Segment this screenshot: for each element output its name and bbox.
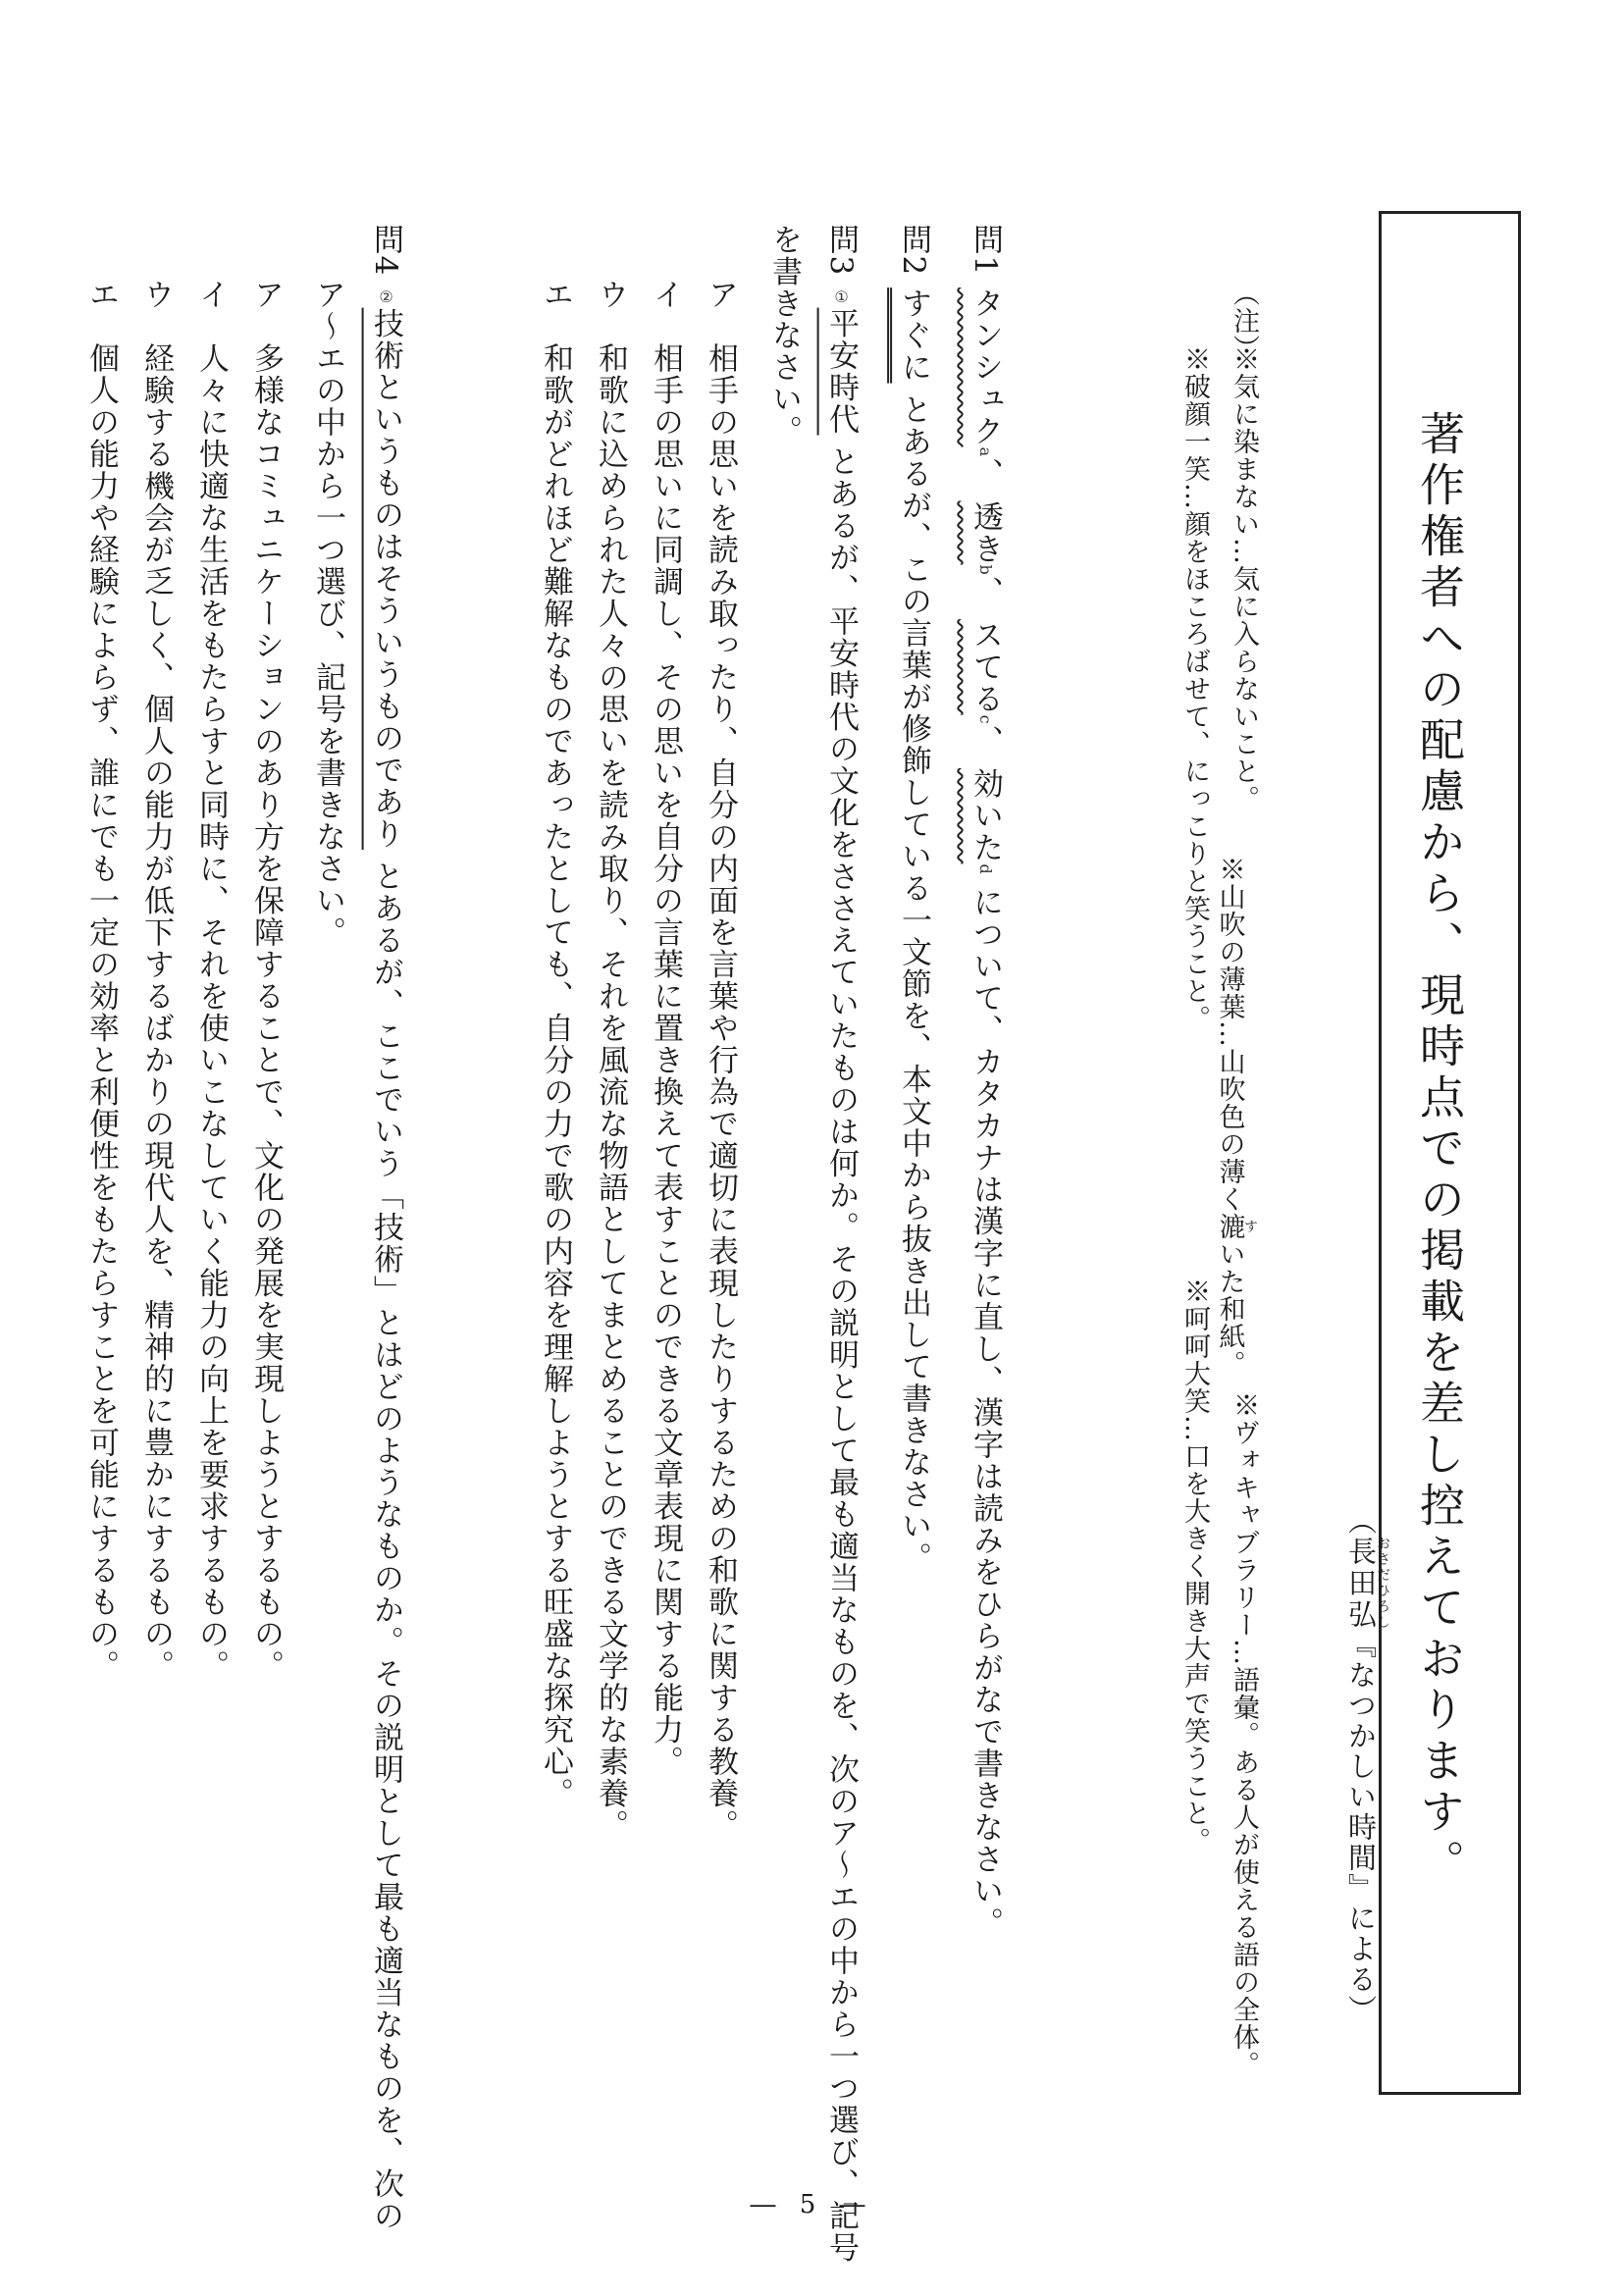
question-3 [823, 224, 859, 2265]
copyright-notice: 著作権者への配慮から、現時点での掲載を差し控えております。 [1413, 410, 1466, 1890]
note-item: ※山吹の薄葉…山吹色の薄く漉すいた和紙。 [1214, 856, 1258, 1378]
choice-label: イ [193, 279, 229, 311]
target-phrase: すぐに [896, 287, 931, 384]
choice-text: 経験する機会が乏しく、個人の能力が低下するばかりの現代人を、精神的に豊かにするもの。 [138, 342, 174, 1682]
question-1: 問1 タンシュクa、 透きb、 スてるc、 効いたd について、カタカナは漢字に直し、漢字は読みをひらがなで書きなさい。 [968, 224, 1003, 1940]
choice-label: エ [538, 279, 573, 311]
marker-2: ② [377, 287, 395, 308]
marker-1: ① [832, 287, 851, 308]
choice-label: ウ [138, 279, 174, 311]
marker-d: d [976, 863, 995, 876]
target-phrase: 技術というものはそういうものであり [368, 307, 403, 851]
choice-i [648, 279, 683, 1778]
question-text: とあるが、この言葉が修飾している一文節を、本文中から抜き出して書きなさい。 [896, 393, 931, 1575]
marker-b: b [976, 564, 995, 577]
question-text: とあるが、ここでいう「技術」とはどのようなものか。その説明として最も適当なものを、次の [368, 861, 403, 2232]
choice-text: 多様なコミュニケーションのあり方を保障することで、文化の発展を実現しようとするもの。 [248, 342, 284, 1682]
note-item: ※破顔一笑…顔をほころばせて、にっこりと笑うこと。 [1179, 345, 1210, 1032]
question-number: 問4 [368, 224, 403, 277]
choice-label: ウ [593, 279, 628, 311]
choice-label: イ [648, 279, 683, 311]
target-word-a: タンシュク [968, 287, 1003, 447]
choice-label: ア [248, 279, 284, 311]
choice-text: 相手の思いを読み取ったり、自分の内面を言葉や行為で適切に表現したりするための和歌に関する教養。 [703, 342, 738, 1842]
question-3-continued: を書きなさい。 [766, 224, 802, 447]
choice-text: 人々に快適な生活をもたらすと同時に、それを使いこなしていく能力の向上を要求するもの。 [193, 342, 229, 1682]
choice-text: 個人の能力や経験によらず、誰にでも一定の効率と利便性をもたらすことを可能にするもの。 [83, 342, 119, 1682]
page-number: ― 5 ― [750, 2190, 873, 2219]
choice-a [703, 279, 738, 1842]
question-text: とあるが、平安時代の文化をささえていたものは何か。その説明として最も適当なものを、次のア～エの中から一つ選び、記号 [823, 445, 859, 2265]
choice-a [248, 279, 284, 1682]
target-word-d: 効いた [968, 767, 1003, 864]
choice-i [193, 279, 229, 1682]
note-item: ※呵呵大笑…口を大きく開き大声で笑うこと。 [1179, 1278, 1210, 1854]
question-text: について、カタカナは漢字に直し、漢字は読みをひらがなで書きなさい。 [968, 886, 1003, 1940]
target-word-b: 透き [968, 500, 1003, 565]
question-4-continued: ア～エの中から一つ選び、記号を書きなさい。 [310, 279, 345, 949]
marker-c: c [976, 714, 995, 726]
question-2 [896, 224, 931, 1575]
target-phrase: 平安時代 [823, 307, 859, 436]
choice-text: 和歌がどれほど難解なものであったとしても、自分の力で歌の内容を理解しようとする旺盛な探究心。 [538, 342, 573, 1809]
choice-label: エ [83, 279, 119, 311]
note-item: ※気に染まない…気に入らないこと。 [1229, 345, 1259, 812]
choice-u [138, 279, 174, 1682]
source-citation: （長田弘おさだひろし『なつかしい時間』による） [1344, 1506, 1390, 2025]
target-word-c: スてる [968, 619, 1003, 715]
question-number: 問3 [823, 224, 859, 277]
question-4 [368, 224, 403, 2232]
choice-text: 相手の思いに同調し、その思いを自分の言葉に置き換えて表すことのできる文章表現に関する能力。 [648, 342, 683, 1778]
note-item: ※ヴォキャブラリー…語彙。ある人が使える語の全体。 [1229, 1391, 1259, 2078]
question-number: 問2 [896, 224, 931, 277]
choice-e [538, 279, 573, 1809]
marker-a: a [976, 446, 995, 458]
choice-e [83, 279, 119, 1682]
choice-text: 和歌に込められた人々の思いを読み取り、それを風流な物語としてまとめることのできる文学的な素養。 [593, 342, 628, 1842]
work-title: 『なつかしい時間』 [1344, 1630, 1378, 1904]
question-number: 問1 [968, 224, 1003, 277]
author-name: 長田弘 [1344, 1536, 1378, 1631]
choice-label: ア [703, 279, 738, 311]
choice-u [593, 279, 628, 1842]
notes-label: （注） [1229, 280, 1259, 362]
